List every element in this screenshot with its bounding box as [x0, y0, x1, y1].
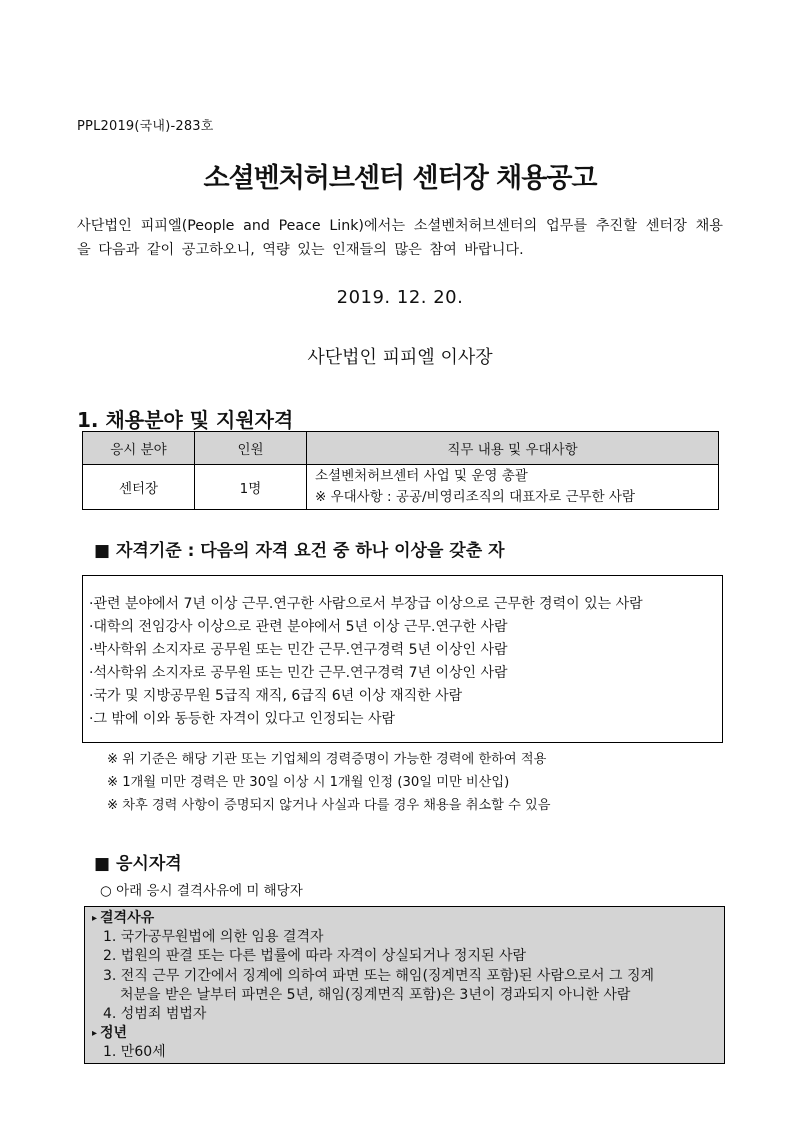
- square-bullet-icon: ■: [94, 854, 111, 874]
- signer: 사단법인 피피엘 이사장: [307, 347, 493, 368]
- note-item: ※ 차후 경력 사항이 증명되지 않거나 사실과 다를 경우 채용을 취소할 수 있음: [107, 798, 551, 813]
- document-number: PPL2019(국내)-283호: [77, 119, 214, 134]
- qualification-heading: [94, 536, 505, 561]
- list-item: 1. 국가공무원법에 의한 임용 결격자: [103, 929, 324, 946]
- list-item: ·국가 및 지방공무원 5급직 재직, 6급직 6년 이상 재직한 사람: [89, 688, 463, 704]
- eligibility-subtitle: ○ 아래 응시 결격사유에 미 해당자: [100, 883, 303, 899]
- list-item: 1. 만60세: [103, 1044, 166, 1061]
- qualification-list: [89, 593, 643, 731]
- recruitment-table: [82, 431, 719, 510]
- triangle-bullet-icon: ▸: [92, 913, 98, 924]
- triangle-bullet-icon: ▸: [92, 1028, 98, 1040]
- table-header-cell: 직무 내용 및 우대사항: [307, 432, 719, 465]
- announcement-date: 2019. 12. 20.: [336, 287, 464, 308]
- list-item: ·석사학위 소지자로 공무원 또는 민간 근무.연구경력 7년 이상인 사람: [89, 665, 508, 681]
- qualification-label: 자격기준 : 다음의 자격 요건 중 하나 이상을 갖춘 자: [115, 541, 505, 561]
- qualification-box: [82, 575, 723, 743]
- list-item: ·박사학위 소지자로 공무원 또는 민간 근무.연구경력 5년 이상인 사람: [89, 642, 508, 658]
- square-bullet-icon: ■: [94, 541, 111, 561]
- table-header-cell: 인원: [195, 432, 307, 465]
- list-item: 3. 전직 근무 기간에서 징계에 의하여 파면 또는 해임(징계면직 포함)된 사람으로서 그 징계: [103, 967, 655, 984]
- duty-text: 소셜벤처허브센터 사업 및 운영 총괄: [315, 468, 528, 484]
- retirement-title: ▸ 정년: [92, 1024, 724, 1043]
- disqualification-box: [84, 906, 725, 1064]
- position-field-cell: 센터장: [83, 465, 195, 510]
- list-item: 4. 성범죄 범법자: [103, 1006, 207, 1023]
- table-row: [83, 465, 719, 510]
- note-item: ※ 위 기준은 해당 기관 또는 기업체의 경력증명이 가능한 경력에 한하여 적용: [107, 752, 547, 767]
- list-item: 처분을 받은 날부터 파면은 5년, 해임(징계면직 포함)은 3년이 경과되지 아니한 사람: [120, 986, 631, 1003]
- list-item: ·대학의 전임강사 이상으로 관련 분야에서 5년 이상 근무.연구한 사람: [89, 619, 508, 635]
- disqualification-title: ▸ 결격사유: [92, 909, 724, 928]
- eligibility-label: 응시자격: [115, 854, 182, 874]
- page-title: 소셜벤처허브센터 센터장 채용공고: [203, 163, 597, 194]
- preference-text: ※ 우대사항 : 공공/비영리조직의 대표자로 근무한 사람: [315, 489, 636, 505]
- headcount-cell: 1명: [195, 465, 307, 510]
- list-item: ·관련 분야에서 7년 이상 근무.연구한 사람으로서 부장급 이상으로 근무한 경력이 있는 사람: [89, 596, 643, 612]
- list-item: ·그 밖에 이와 동등한 자격이 있다고 인정되는 사람: [89, 711, 396, 727]
- table-header-cell: 응시 분야: [83, 432, 195, 465]
- intro-paragraph: 사단법인 피피엘(People and Peace Link)에서는 소셜벤처허브센터의 업무를 추진할 센터장 채용을 다음과 같이 공고하오니, 역량 있는 인재들의 많은 참여 바랍니다.: [77, 218, 723, 258]
- table-header-row: [83, 432, 719, 465]
- qualification-notes: [107, 748, 551, 817]
- note-item: ※ 1개월 미만 경력은 만 30일 이상 시 1개월 인정 (30일 미만 비산입): [107, 775, 510, 790]
- eligibility-heading: [94, 849, 182, 874]
- duty-cell: [307, 465, 719, 510]
- list-item: 2. 법원의 판결 또는 다른 법률에 따라 자격이 상실되거나 정지된 사람: [103, 948, 527, 965]
- section-title-recruitment: 1. 채용분야 및 지원자격: [77, 408, 294, 432]
